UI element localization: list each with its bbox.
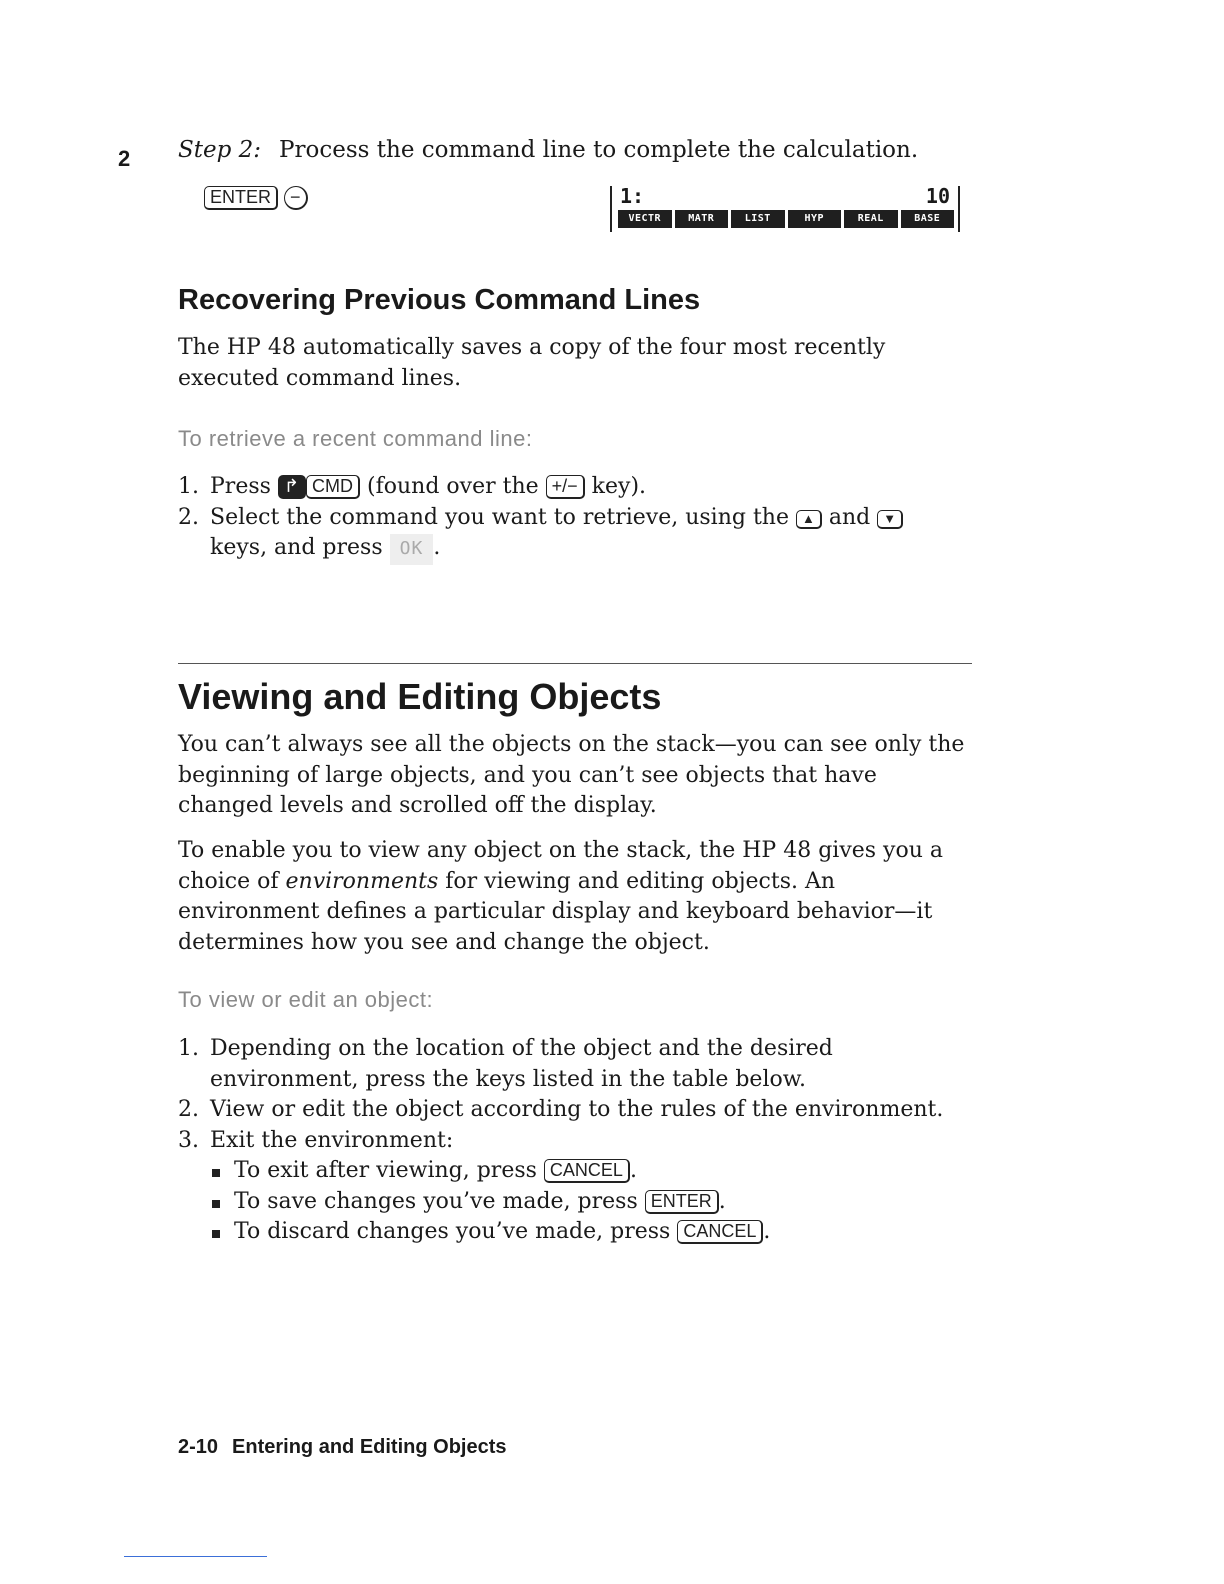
section-heading-recovering: Recovering Previous Command Lines	[178, 284, 701, 316]
menu-key-hyp: HYP	[788, 210, 842, 228]
list-item: 3. Exit the environment: To exit after viewing, press CANCEL . To save changes you’ve made, press ENTER . To discard changes you’ve made, press CANCEL .	[178, 1126, 978, 1248]
step-text: Process the command line to complete the calculation.	[279, 137, 919, 163]
softkey-menu	[618, 210, 954, 228]
down-arrow-key: ▼	[877, 510, 903, 529]
cmd-key: CMD	[306, 475, 360, 499]
exit-options	[210, 1156, 978, 1248]
bullet-item: To exit after viewing, press CANCEL .	[210, 1156, 978, 1187]
calculator-display	[610, 186, 960, 232]
menu-key-vectr: VECTR	[618, 210, 672, 228]
right-shift-key: ↱	[278, 475, 306, 499]
cancel-key: CANCEL	[677, 1220, 763, 1244]
step-label: Step 2:	[178, 137, 262, 163]
task-heading-retrieve: To retrieve a recent command line:	[178, 426, 533, 451]
environments-term: environments	[285, 868, 439, 894]
task-heading-view-edit: To view or edit an object:	[178, 987, 434, 1012]
viewing-para-2: To enable you to view any object on the stack, the HP 48 gives you a choice of environments for viewing and editing objects. An environment defines a particular display and keyboard behavior—it determines how you see and change the object.	[178, 838, 944, 955]
list-item: 2. View or edit the object according to the rules of the environment.	[178, 1097, 944, 1122]
list-item: 1. Depending on the location of the object and the desired environment, press the keys listed in the table below.	[178, 1036, 833, 1092]
retrieve-steps	[178, 472, 978, 565]
keystroke-row	[204, 186, 314, 210]
chapter-title: Entering and Editing Objects	[232, 1436, 507, 1458]
stack-level-label: 1:	[620, 184, 645, 208]
minus-key: −	[284, 186, 308, 210]
up-arrow-key: ▲	[796, 510, 822, 529]
menu-key-base: BASE	[901, 210, 955, 228]
section-divider	[178, 663, 972, 664]
bullet-item: To save changes you’ve made, press ENTER .	[210, 1187, 978, 1218]
bottom-rule	[124, 1556, 267, 1557]
view-edit-steps	[178, 1034, 978, 1248]
list-item: 1. Press ↱ CMD (found over the +/− key).	[178, 474, 647, 499]
list-item: 2. Select the command you want to retrieve, using the ▲ and ▼ keys, and press OK .	[178, 503, 978, 565]
viewing-para-1: You can’t always see all the objects on the stack—you can see only the beginning of large objects, and you can’t see objects that have changed levels and scrolled off the display.	[178, 732, 965, 818]
menu-key-list: LIST	[731, 210, 785, 228]
chapter-tab: 2	[118, 146, 131, 171]
bullet-item: To discard changes you’ve made, press CANCEL .	[210, 1217, 978, 1248]
enter-key: ENTER	[204, 186, 278, 210]
cancel-key: CANCEL	[544, 1159, 630, 1183]
step-line	[178, 137, 918, 163]
page-footer	[178, 1436, 507, 1459]
menu-key-matr: MATR	[675, 210, 729, 228]
stack-level-value: 10	[925, 184, 950, 208]
section-heading-viewing: Viewing and Editing Objects	[178, 676, 662, 717]
recovering-intro: The HP 48 automatically saves a copy of the four most recently executed command lines.	[178, 335, 886, 391]
enter-key: ENTER	[645, 1190, 719, 1214]
page-number: 2-10	[178, 1436, 219, 1458]
plus-minus-key: +/−	[546, 475, 585, 499]
ok-softkey: OK	[390, 534, 434, 565]
menu-key-real: REAL	[844, 210, 898, 228]
